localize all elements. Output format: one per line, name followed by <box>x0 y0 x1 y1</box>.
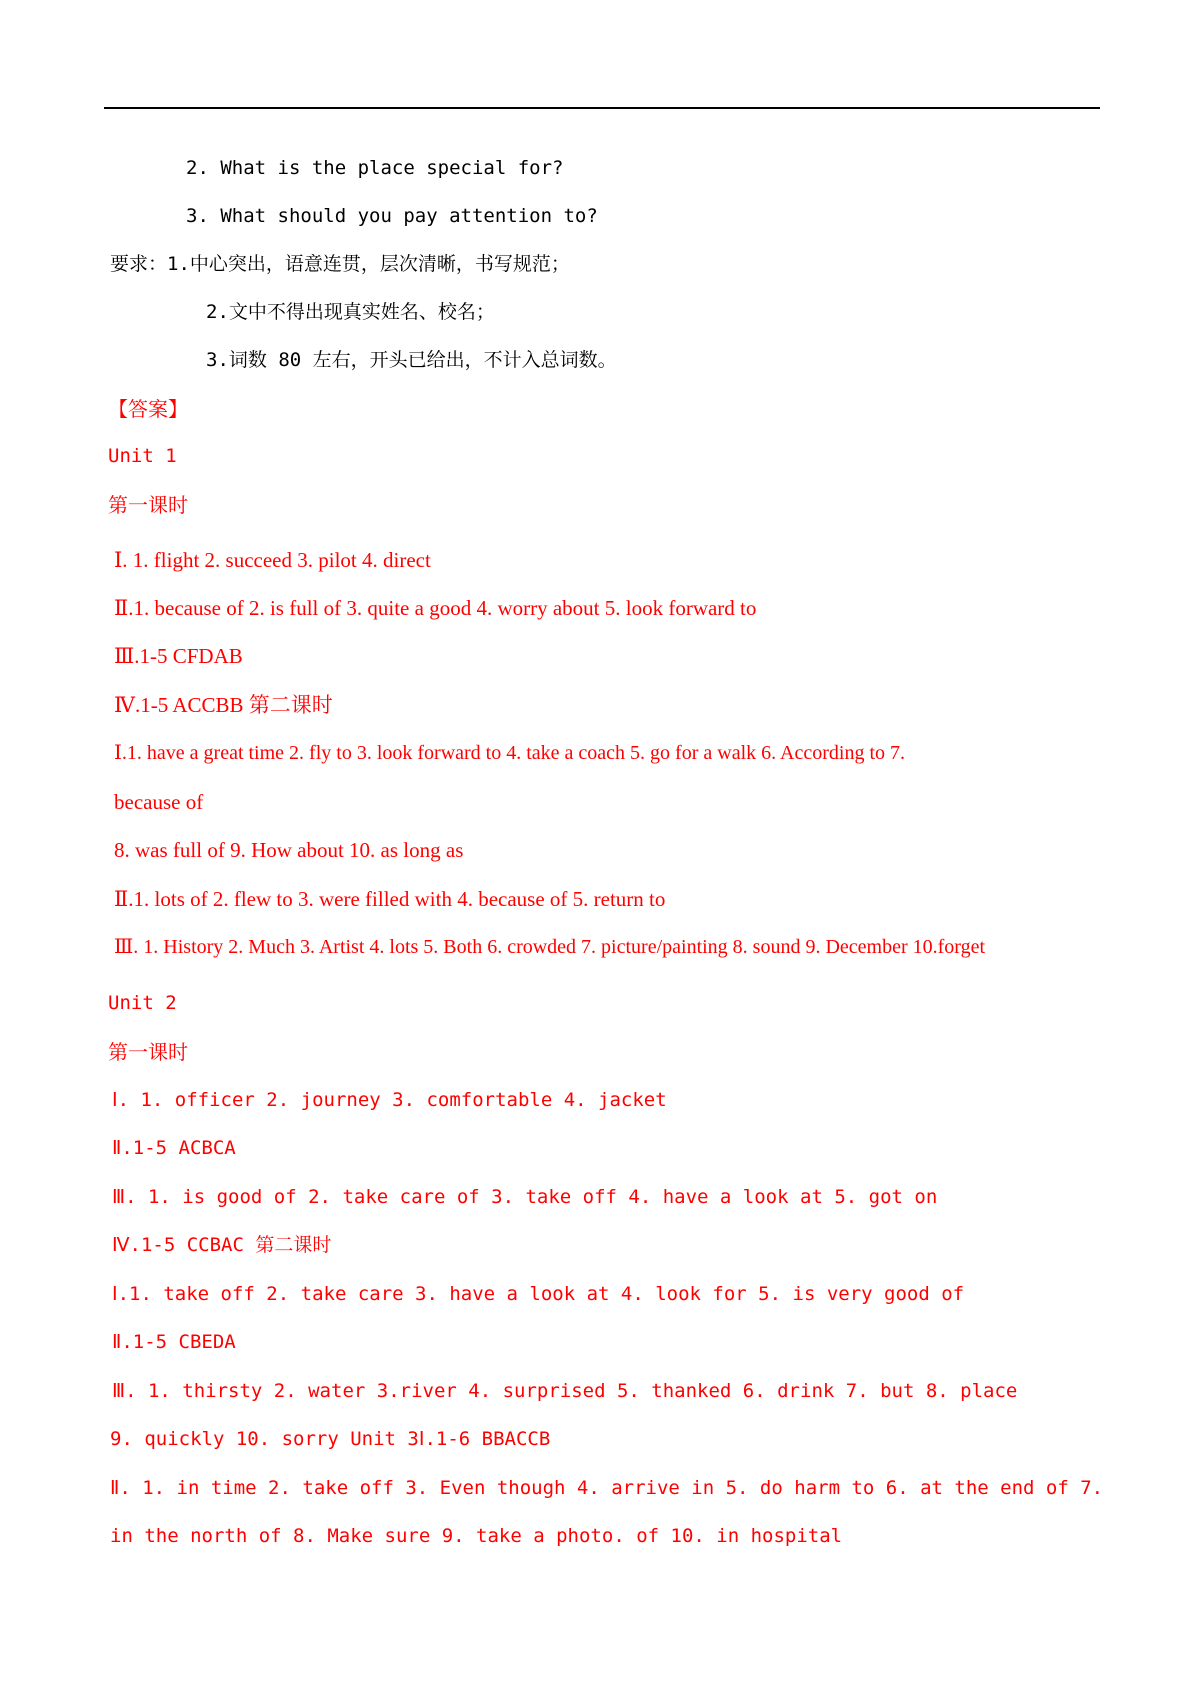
unit2-line-5: Ⅰ.1. take off 2. take care 3. have a look at 4. look for 5. is very good of <box>112 1283 965 1305</box>
requirement-2: 2.文中不得出现真实姓名、校名； <box>206 301 495 323</box>
unit1-line-2: Ⅱ.1. because of 2. is full of 3. quite a good 4. worry about 5. look forward to <box>114 596 757 620</box>
unit2-line-9: Ⅱ. 1. in time 2. take off 3. Even though 4. arrive in 5. do harm to 6. at the end of 7. <box>110 1477 1104 1499</box>
unit1-line-9: Ⅲ. 1. History 2. Much 3. Artist 4. lots 5. Both 6. crowded 7. picture/painting 8. sound 9. December 10.forget <box>114 936 986 958</box>
unit1-lesson1-title: 第一课时 <box>108 493 188 517</box>
unit2-line-1: Ⅰ. 1. officer 2. journey 3. comfortable 4. jacket <box>112 1089 667 1111</box>
answer-heading: 【答案】 <box>108 397 188 421</box>
unit2-line-6: Ⅱ.1-5 CBEDA <box>112 1331 236 1353</box>
unit1-line-8: Ⅱ.1. lots of 2. flew to 3. were filled with 4. because of 5. return to <box>114 887 666 911</box>
unit1-title: Unit 1 <box>108 445 177 467</box>
unit1-line-4: Ⅳ.1-5 ACCBB 第二课时 <box>114 693 333 717</box>
unit1-line-7: 8. was full of 9. How about 10. as long as <box>114 838 464 862</box>
unit2-line-8: 9. quickly 10. sorry Unit 3Ⅰ.1-6 BBACCB <box>110 1428 551 1450</box>
unit1-line-1: Ⅰ. 1. flight 2. succeed 3. pilot 4. direct <box>114 548 431 572</box>
unit2-line-10: in the north of 8. Make sure 9. take a photo. of 10. in hospital <box>110 1525 843 1547</box>
unit2-title: Unit 2 <box>108 992 177 1014</box>
requirement-3: 3.词数 80 左右，开头已给出，不计入总词数。 <box>206 349 617 371</box>
unit1-line-5: Ⅰ.1. have a great time 2. fly to 3. look forward to 4. take a coach 5. go for a walk 6. According to 7. <box>114 742 905 764</box>
unit2-line-7: Ⅲ. 1. thirsty 2. water 3.river 4. surprised 5. thanked 6. drink 7. but 8. place <box>112 1380 1018 1402</box>
unit2-line-3: Ⅲ. 1. is good of 2. take care of 3. take off 4. have a look at 5. got on <box>112 1186 938 1208</box>
requirements-label: 要求： <box>110 253 168 275</box>
question-3: 3. What should you pay attention to? <box>186 205 598 227</box>
unit2-line-2: Ⅱ.1-5 ACBCA <box>112 1137 236 1159</box>
unit1-line-6: because of <box>114 790 204 814</box>
requirement-1: 1.中心突出，语意连贯，层次清晰，书写规范； <box>167 253 570 275</box>
header-rule <box>104 107 1100 109</box>
requirements <box>110 255 570 274</box>
unit2-lesson1-title: 第一课时 <box>108 1040 188 1064</box>
unit1-line-3: Ⅲ.1-5 CFDAB <box>114 644 243 668</box>
unit2-line-4: Ⅳ.1-5 CCBAC 第二课时 <box>112 1234 332 1256</box>
question-2: 2. What is the place special for? <box>186 157 564 179</box>
